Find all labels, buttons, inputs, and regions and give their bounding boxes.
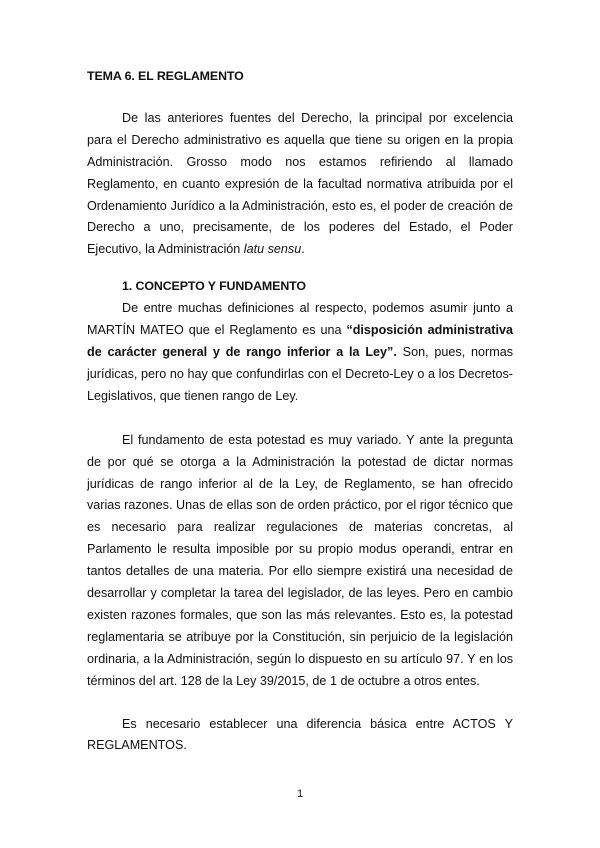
section-heading: 1. CONCEPTO Y FUNDAMENTO <box>122 279 306 294</box>
definition-quote: “disposición administrativa de carácter general y de rango inferior a la Ley”. <box>87 323 513 359</box>
page-number: 1 <box>296 788 304 800</box>
document-body <box>87 66 513 757</box>
document-title: TEMA 6. EL REGLAMENTO <box>87 69 244 83</box>
paragraph-spacer <box>87 693 513 714</box>
foundation-paragraph: El fundamento de esta potestad es muy variado. Y ante la pregunta de por qué se otorga a la Administración la potestad de dictar normas jurídicas de rango inferior al de la Ley, de Reglamento, se han ofrecido varias razones. Unas de ellas son de orden práctico, por el rigor técnico que es necesario para realizar regulaciones de materias concretas, al Parlamento le resulta imposible por su propio modus operandi, entrar en tantos detalles de una materia. Por ello siempre existirá una necesidad de desarrollar y completar la tarea del legislador, de las leyes. Pero en cambio existen razones formales, que son las más relevantes. Esto es, la potestad reglamentaria se atribuye por la Constitución, sin perjuicio de la legislación ordinaria, a la Administración, según lo dispuesto en su artículo 97. Y en los términos del art. 128 de la Ley 39/2015, de 1 de octubre a otros entes. <box>87 432 513 688</box>
definition-paragraph <box>87 298 513 408</box>
paragraph-spacer <box>87 408 513 430</box>
definition-text: De entre muchas definiciones al respecto, podemos asumir junto a MARTÍN MATEO que el Reglamento es una <box>87 301 513 338</box>
intro-paragraph <box>87 108 513 261</box>
distinction-paragraph: Es necesario establecer una diferencia básica entre ACTOS Y REGLAMENTOS. <box>87 716 513 753</box>
intro-text: De las anteriores fuentes del Derecho, la principal por excelencia para el Derecho administrativo es aquella que tiene su origen en la propia Administración. Grosso modo nos estamos refiriendo al llamado Reglamento, en cuanto expresión de la facultad normativa atribuida por el Ordenamiento Jurídico a la Administración, esto es, el poder de creación de Derecho a uno, precisamente, de los poderes del Estado, el Poder Ejecutivo, la Administración <box>87 110 513 257</box>
intro-period: . <box>301 242 305 257</box>
intro-latin-term: latu sensu <box>243 242 302 257</box>
definition-text-end: Son, pues, normas jurídicas, pero no hay que confundirlas con el Decreto-Ley o a los Decretos-Legislativos, que tienen rango de Ley. <box>87 344 513 403</box>
